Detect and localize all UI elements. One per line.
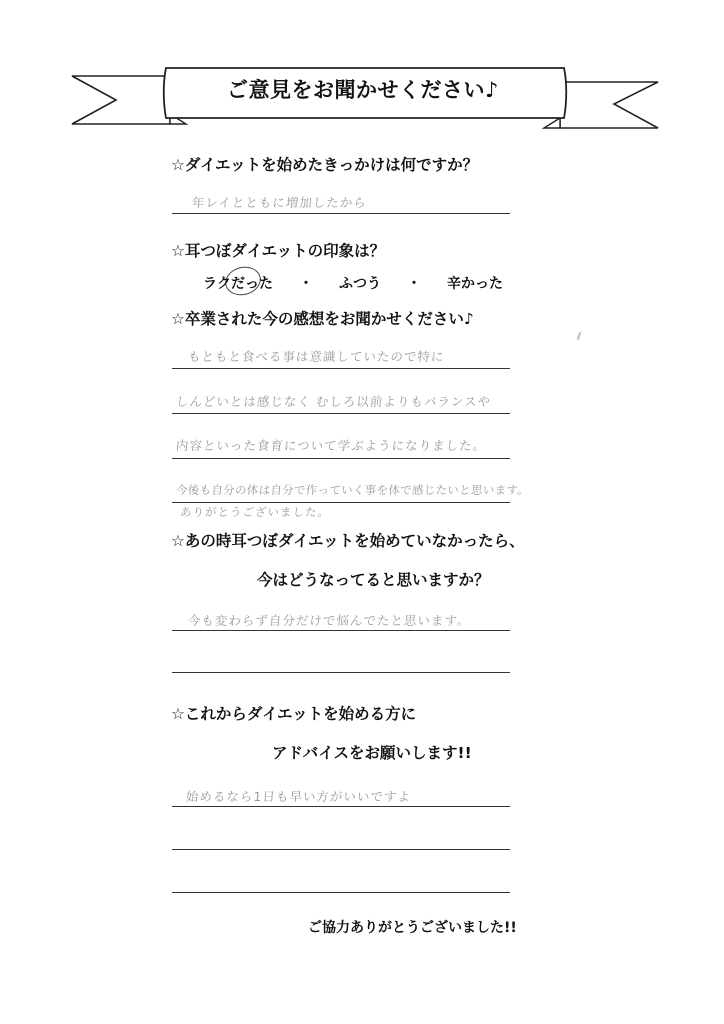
question-4-label-line-1: ☆あの時耳つぼダイエットを始めていなかったら、 xyxy=(171,532,525,550)
choice-easy: ラクだった xyxy=(203,276,273,292)
question-3-answer-line-2: しんどいとは感じなく むしろ以前よりもバランスや xyxy=(175,394,492,409)
scan-speck xyxy=(577,332,582,340)
question-1-answer: 年レイとともに増加したから xyxy=(191,195,368,210)
impression-choices xyxy=(203,273,503,293)
question-4-answer: 今も変わらず自分だけで悩んでたと思います。 xyxy=(187,613,472,628)
question-4-label-line-2: 今はどうなってると思いますか？ xyxy=(257,571,490,589)
question-3-answer-line-4: 今後も自分の体は自分で作っていく事を体で感じたいと思います。 xyxy=(175,483,530,497)
question-3-answer-line-3: 内容といった食育について学ぶようになりました。 xyxy=(175,438,487,453)
question-5-label-line-1: ☆これからダイエットを始める方に xyxy=(171,705,417,723)
question-2-label: ☆耳つぼダイエットの印象は？ xyxy=(171,242,386,260)
choice-hard: 辛かった xyxy=(447,276,503,292)
answer-line xyxy=(172,213,510,214)
question-3-answer-line-5: ありがとうございました。 xyxy=(179,505,331,519)
question-1-label: ☆ダイエットを始めたきっかけは何ですか？ xyxy=(171,156,479,174)
answer-line xyxy=(172,630,510,631)
page-title: ご意見をお聞かせください♪ xyxy=(227,78,499,102)
answer-line xyxy=(172,806,510,807)
answer-line xyxy=(172,892,510,893)
question-3-label: ☆卒業された今の感想をお聞かせください♪ xyxy=(171,310,474,328)
answer-line xyxy=(172,368,510,369)
question-5-answer: 始めるなら1日も早い方がいいですよ xyxy=(185,789,412,804)
question-5-label-line-2: アドバイスをお願いします!! xyxy=(272,744,472,762)
answer-line xyxy=(172,458,510,459)
closing-message: ご協力ありがとうございました!! xyxy=(308,920,517,936)
question-3-answer-line-1: もともと食べる事は意識していたので特に xyxy=(187,349,446,364)
choice-normal: ふつう xyxy=(339,276,381,292)
answer-line xyxy=(172,672,510,673)
answer-line xyxy=(172,849,510,850)
answer-line xyxy=(172,413,510,414)
choice-separator: ・ xyxy=(407,276,421,292)
answer-line xyxy=(172,502,510,503)
choice-separator: ・ xyxy=(299,276,313,292)
